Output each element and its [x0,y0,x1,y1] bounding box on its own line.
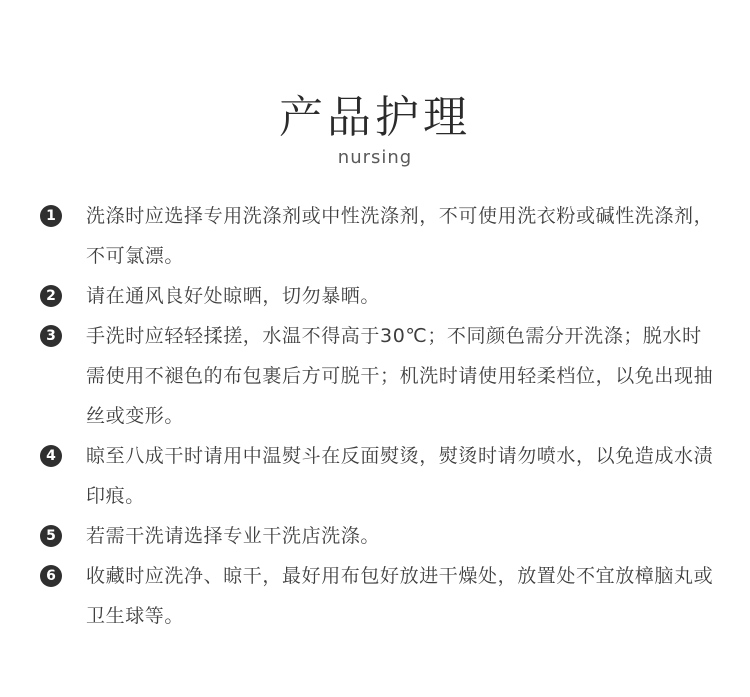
list-item-text: 手洗时应轻轻揉搓，水温不得高于30℃；不同颜色需分开洗涤；脱水时需使用不褪色的布包裹后方可脱干；机洗时请使用轻柔档位，以免出现抽丝或变形。 [86,325,714,427]
number-badge: 4 [40,445,62,467]
number-badge: 5 [40,525,62,547]
list-item [40,276,720,316]
list-item [40,196,720,276]
list-item [40,316,720,436]
list-item-text: 收藏时应洗净、晾干，最好用布包好放进干燥处，放置处不宜放樟脑丸或卫生球等。 [86,565,714,627]
page-title: 产品护理 [279,92,471,143]
number-badge: 3 [40,325,62,347]
list-item [40,516,720,556]
list-item-text: 洗涤时应选择专用洗涤剂或中性洗涤剂，不可使用洗衣粉或碱性洗涤剂，不可氯漂。 [86,205,714,267]
care-instructions-list [40,196,720,636]
list-item [40,556,720,636]
list-item [40,436,720,516]
number-badge: 6 [40,565,62,587]
page-subtitle: nursing [337,147,413,168]
number-badge: 1 [40,205,62,227]
number-badge: 2 [40,285,62,307]
list-item-text: 晾至八成干时请用中温熨斗在反面熨烫，熨烫时请勿喷水，以免造成水渍印痕。 [86,445,714,507]
list-item-text: 请在通风良好处晾晒，切勿暴晒。 [86,285,381,307]
list-item-text: 若需干洗请选择专业干洗店洗涤。 [86,525,381,547]
